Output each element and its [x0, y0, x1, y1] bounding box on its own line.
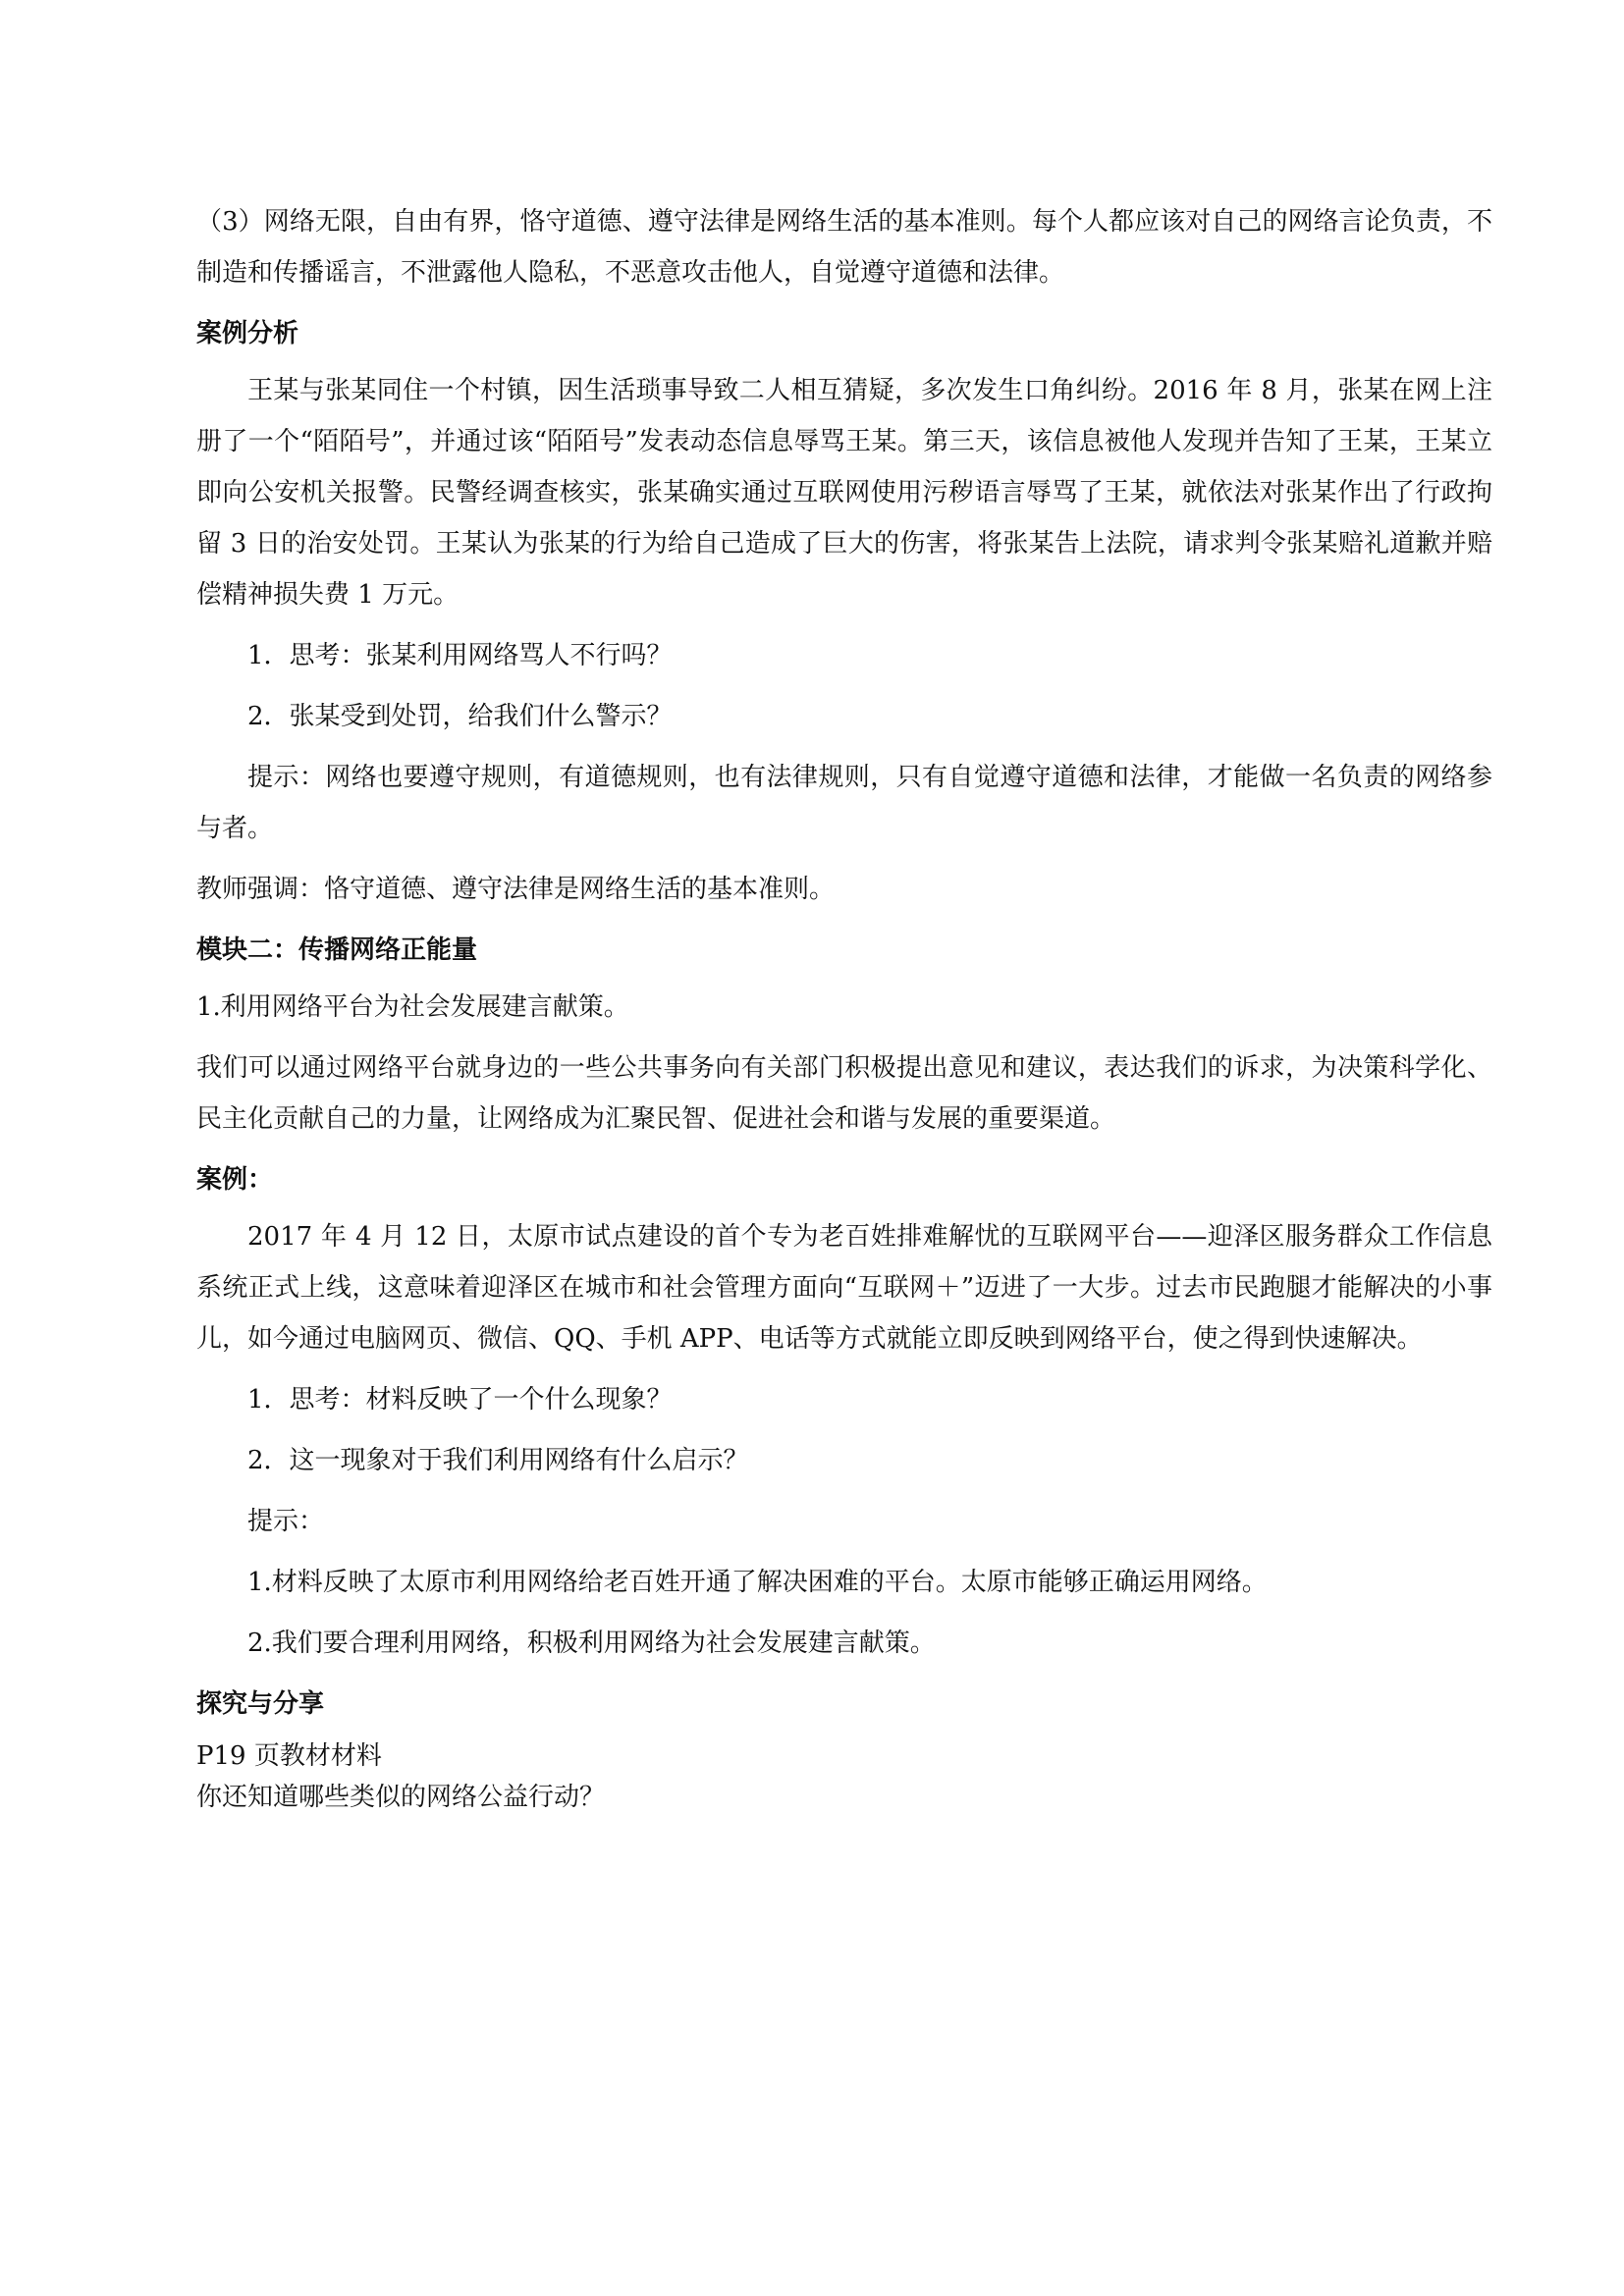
explore-textbook-reference: P19 页教材材料 [196, 1741, 382, 1771]
paragraph-module2-point1-body: 我们可以通过网络平台就身边的一些公共事务向有关部门积极提出意见和建议，表达我们的诉求，为决策科学化、民主化贡献自己的力量，让网络成为汇聚民智、促进社会和谐与发展的重要渠道。 [196, 1053, 1492, 1134]
paragraph-hint: 提示：网络也要遵守规则，有道德规则，也有法律规则，只有自觉遵守道德和法律，才能做一名负责的网络参与者。 [196, 763, 1492, 843]
question-1: 1．思考：张某利用网络骂人不行吗？ [247, 641, 673, 670]
heading-module-2: 模块二：传播网络正能量 [196, 935, 478, 965]
paragraph-point-3: （3）网络无限，自由有界，恪守道德、遵守法律是网络生活的基本准则。每个人都应该对自己的网络言论负责，不制造和传播谣言，不泄露他人隐私，不恶意攻击他人，自觉遵守道德和法律。 [196, 207, 1492, 288]
document-body [196, 196, 1492, 1818]
paragraph-teacher-emphasis: 教师强调：恪守道德、遵守法律是网络生活的基本准则。 [196, 875, 836, 904]
paragraph-case2-story: 2017 年 4 月 12 日，太原市试点建设的首个专为老百姓排难解忧的互联网平台——迎泽区服务群众工作信息系统正式上线，这意味着迎泽区在城市和社会管理方面向“互联网＋”迈进了一大步。过去市民跑腿才能解决的小事儿，如今通过电脑网页、微信、QQ、手机 APP、电话等方式就能立即反映到网络平台，使之得到快速解决。 [196, 1222, 1492, 1354]
explore-question: 你还知道哪些类似的网络公益行动？ [196, 1783, 606, 1812]
case2-question-1: 1．思考：材料反映了一个什么现象？ [247, 1385, 673, 1415]
heading-explore-share: 探究与分享 [196, 1689, 325, 1719]
case2-answer-1: 1.材料反映了太原市利用网络给老百姓开通了解决困难的平台。太原市能够正确运用网络。 [247, 1568, 1268, 1597]
heading-case-2: 案例： [196, 1165, 274, 1195]
case2-question-2: 2．这一现象对于我们利用网络有什么启示？ [247, 1446, 749, 1475]
paragraph-module2-point1-title: 1.利用网络平台为社会发展建言献策。 [196, 992, 629, 1022]
paragraph-case-story: 王某与张某同住一个村镇，因生活琐事导致二人相互猜疑，多次发生口角纠纷。2016 年 8 月，张某在网上注册了一个“陌陌号”，并通过该“陌陌号”发表动态信息辱骂王某。第三天，该信息被他人发现并告知了王某，王某立即向公安机关报警。民警经调查核实，张某确实通过互联网使用污秽语言辱骂了王某，就依法对张某作出了行政拘留 3 日的治安处罚。王某认为张某的行为给自己造成了巨大的伤害，将张某告上法院，请求判令张某赔礼道歉并赔偿精神损失费 1 万元。 [196, 376, 1492, 610]
case2-hint-label: 提示： [247, 1507, 325, 1536]
question-2: 2．张某受到处罚，给我们什么警示？ [247, 702, 673, 731]
case2-answer-2: 2.我们要合理利用网络，积极利用网络为社会发展建言献策。 [247, 1629, 936, 1658]
heading-case-analysis: 案例分析 [196, 319, 299, 348]
